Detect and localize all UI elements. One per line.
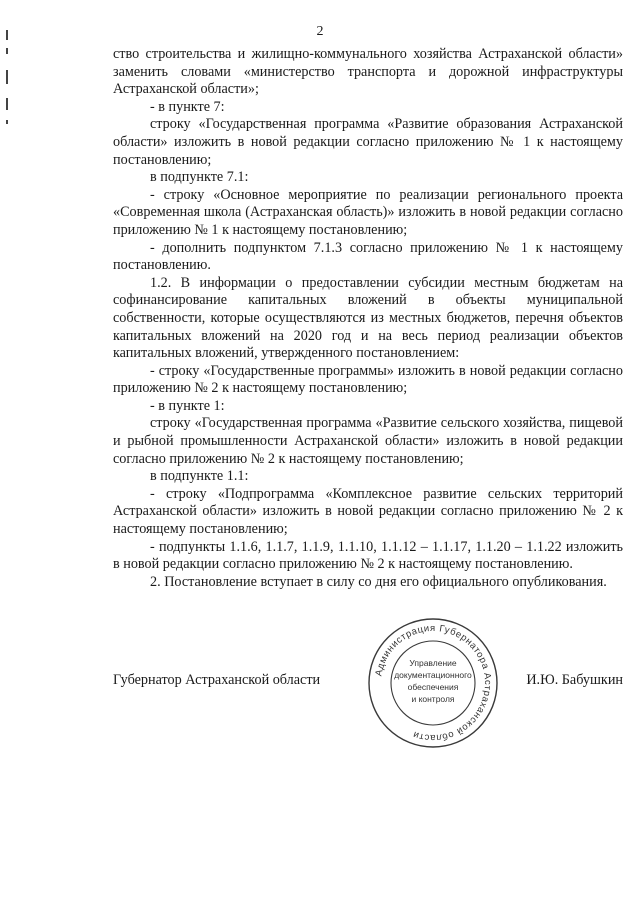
paragraph: - в пункте 1:	[150, 397, 225, 414]
paragraph: строку «Государственная программа «Развитие сельского хозяйства, пищевой и рыбной промышленности Астраханской области» изложить в новой редакции согласно приложению № 2 к настоящему постановлению;	[113, 415, 623, 467]
paragraph: - дополнить подпунктом 7.1.3 согласно приложению № 1 к настоящему постановлению.	[113, 239, 623, 274]
official-stamp	[366, 616, 500, 750]
stamp-center-line: и контроля	[411, 694, 455, 704]
scan-edge-marks	[6, 0, 9, 905]
stamp-ring-text: Администрация Губернатора Астраханской области	[373, 622, 494, 744]
stamp-center-line: документационного	[394, 670, 472, 680]
signer-title: Губернатор Астраханской области	[113, 672, 321, 688]
paragraph: - в пункте 7:	[150, 98, 225, 115]
paragraph: - подпункты 1.1.6, 1.1.7, 1.1.9, 1.1.10, 1.1.12 – 1.1.17, 1.1.20 – 1.1.22 изложить в новой редакции согласно приложению № 2 к настоящему постановлению.	[113, 538, 623, 573]
page-number: 2	[316, 24, 324, 39]
document-body	[113, 46, 623, 591]
paragraph: ство строительства и жилищно-коммунального хозяйства Астраханской области» заменить словами «министерство транспорта и дорожной инфраструктуры Астраханской области»;	[113, 46, 623, 98]
paragraph: - строку «Подпрограмма «Комплексное развитие сельских территорий Астраханской области» изложить в новой редакции согласно приложению № 2 к настоящему постановлению;	[113, 485, 623, 538]
paragraph: 1.2. В информации о предоставлении субсидии местным бюджетам на софинансирование капитальных вложений в объекты муниципальной собственности, которые осуществляются из местных бюджетов, перечня объектов капитальных вложений на 2020 год и на весь период реализации объектов капитальных вложений, утвержденного постановлением:	[113, 274, 623, 362]
paragraph: 2. Постановление вступает в силу со дня его официального опубликования.	[150, 573, 607, 590]
paragraph: - строку «Основное мероприятие по реализации регионального проекта «Современная школа (Астраханская область)» изложить в новой редакции согласно приложению № 1 к настоящему постановлению;	[113, 186, 623, 238]
signer-name: И.Ю. Бабушкин	[526, 672, 623, 688]
paragraph: в подпункте 1.1:	[150, 468, 249, 485]
paragraph: строку «Государственная программа «Развитие образования Астраханской области» изложить в новой редакции согласно приложению № 1 к настоящему постановлению;	[113, 116, 623, 168]
paragraph: - строку «Государственные программы» изложить в новой редакции согласно приложению № 2 к настоящему постановлению;	[113, 362, 623, 397]
stamp-center-line: Управление	[409, 658, 457, 668]
paragraph: в подпункте 7.1:	[150, 169, 249, 186]
stamp-center-line: обеспечения	[407, 682, 459, 692]
